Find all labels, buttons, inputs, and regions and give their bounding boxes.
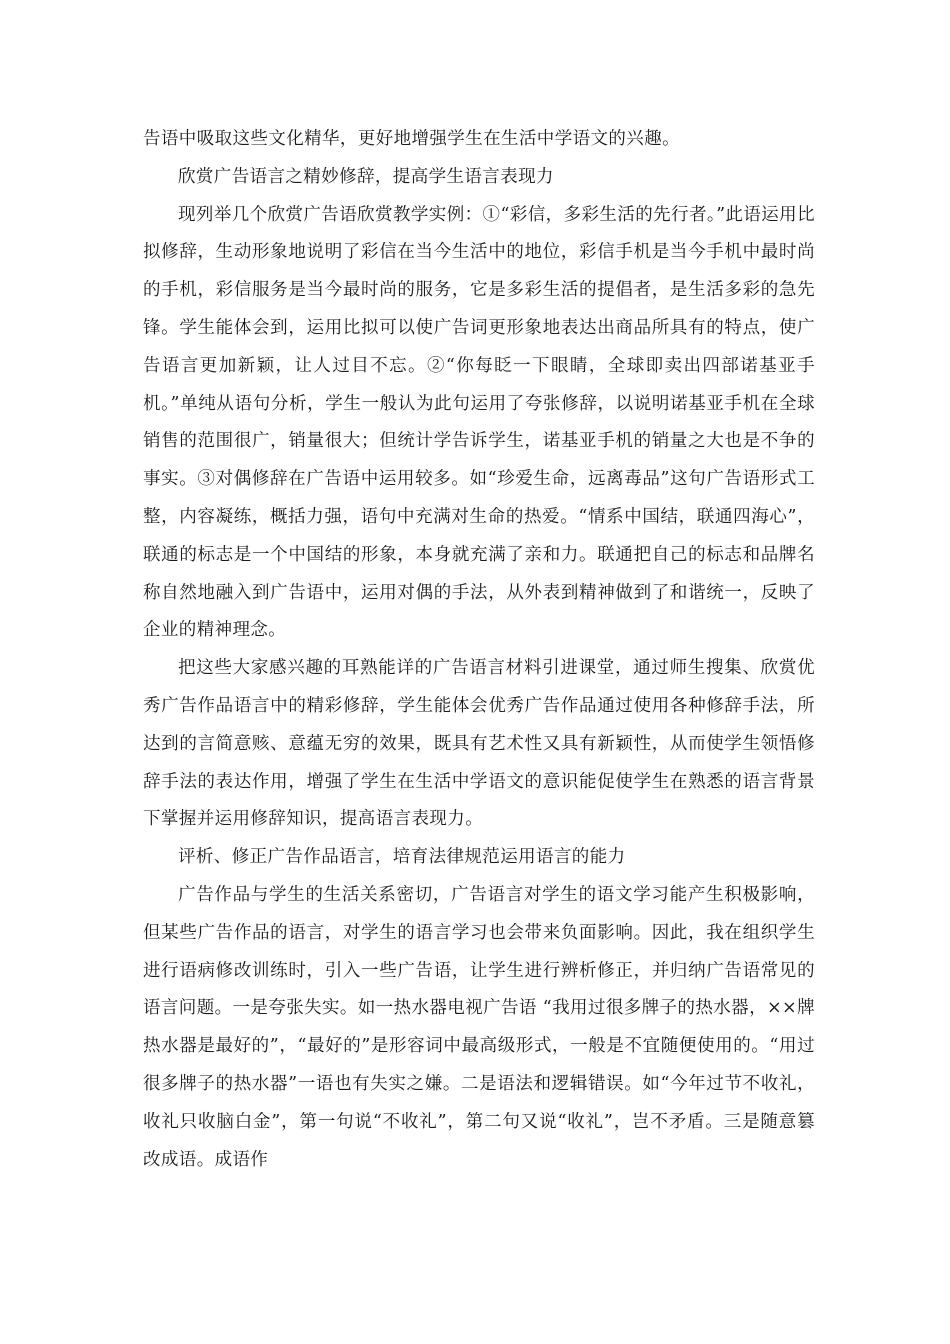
section-heading-correction: 评析、修正广告作品语言，培育法律规范运用语言的能力 xyxy=(178,847,626,868)
paragraph-continuation: 告语中吸取这些文化精华，更好地增强学生在生活中学语文的兴趣。 xyxy=(143,129,680,149)
paragraph-examples: 现列举几个欣赏广告语欣赏教学实例：①“彩信，多彩生活的先行者。”此语运用比拟修辞，生动形象地说明了彩信在当今生活中的地位，彩信手机是当今手机中最时尚的手机，彩信服务是当今最时尚的服务，它是多彩生活的提倡者，是生活多彩的急先锋。学生能体会到，运用比拟可以使广告词更形象地表达出商品所具有的特点，使广告语言更加新颖，让人过目不忘。②“你每眨一下眼睛，全球即卖出四部诺基亚手机。”单纯从语句分析，学生一般认为此句运用了夸张修辞，以说明诺基亚手机在全球销售的范围很广，销量很大；但统计学告诉学生，诺基亚手机的销量之大也是不争的事实。③对偶修辞在广告语中运用较多。如“珍爱生命，远离毒品”这句广告语形式工整，内容凝练，概括力强，语句中充满对生命的热爱。“情系中国结，联通四海心”， 联通的标志是一个中国结的形象，本身就充满了亲和力。联通把自己的标志和品牌名称自然地融入到广告语中，运用对偶的手法，从外表到精神做到了和谐统一，反映了企业的精神理念。 xyxy=(143,204,815,641)
document-body xyxy=(143,121,815,1179)
paragraph-language-problems: 广告作品与学生的生活关系密切，广告语言对学生的语文学习能产生积极影响，但某些广告作品的语言，对学生的语言学习也会带来负面影响。因此，我在组织学生进行语病修改训练时，引入一些广告语，让学生进行辨析修正，并归纳广告语常见的语言问题。一是夸张失实。如一热水器电视广告语 “我用过很多牌子的热水器，××牌热水器是最好的”，“最好的”是形容词中最高级形式，一般是不宜随便使用的。“用过很多牌子的热水器”一语也有失实之嫌。二是语法和逻辑错误。如“今年过节不收礼，收礼只收脑白金”，第一句说“不收礼”，第二句又说“收礼”，岂不矛盾。三是随意篡改成语。成语作 xyxy=(143,884,815,1170)
paragraph-classroom: 把这些大家感兴趣的耳熟能详的广告语言材料引进课堂，通过师生搜集、欣赏优秀广告作品语言中的精彩修辞，学生能体会优秀广告作品通过使用各种修辞手法，所达到的言简意赅、意蕴无穷的效果，既具有艺术性又具有新颖性，从而使学生领悟修辞手法的表达作用，增强了学生在生活中学语文的意识能促使学生在熟悉的语言背景下掌握并运用修辞知识，提高语言表现力。 xyxy=(143,658,815,830)
section-heading-rhetoric: 欣赏广告语言之精妙修辞，提高学生语言表现力 xyxy=(178,166,554,187)
